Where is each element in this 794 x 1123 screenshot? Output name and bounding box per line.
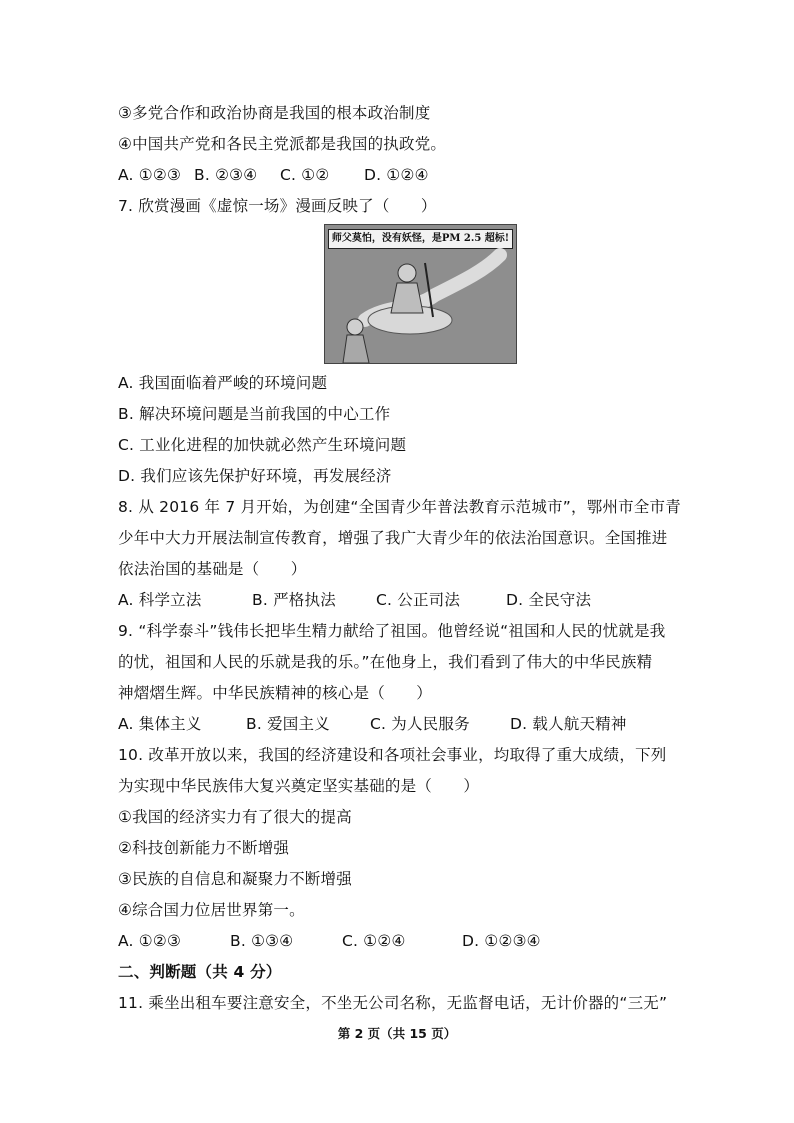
q10-item-1: ①我国的经济实力有了很大的提高 (118, 808, 352, 826)
cartoon-image (324, 224, 517, 364)
q11-question-line-1: 11. 乘坐出租车要注意安全，不坐无公司名称，无监督电话，无计价器的“三无” (118, 994, 668, 1012)
q8-question-line-3: 依法治国的基础是（ ） (118, 560, 307, 578)
q10-item-3: ③民族的自信息和凝聚力不断增强 (118, 870, 352, 888)
q9-option-a[interactable]: A. 集体主义 (118, 715, 202, 733)
page-footer: 第 2 页（共 15 页） (337, 1026, 457, 1041)
q10-option-a[interactable]: A. ①②③ (118, 932, 182, 950)
q6-option-a[interactable]: A. ①②③ (118, 166, 182, 184)
q9-question-line-2: 的忧，祖国和人民的乐就是我的乐。”在他身上，我们看到了伟大的中华民族精 (118, 653, 653, 671)
q10-options (118, 926, 683, 957)
q9-option-d[interactable]: D. 载人航天精神 (510, 715, 627, 733)
q10-question-line-2: 为实现中华民族伟大复兴奠定坚实基础的是（ ） (118, 777, 480, 795)
q8-option-a[interactable]: A. 科学立法 (118, 591, 202, 609)
q6-option-b[interactable]: B. ②③④ (194, 166, 258, 184)
q7-option-a[interactable]: A. 我国面临着严峻的环境问题 (118, 374, 328, 392)
q8-option-c[interactable]: C. 公正司法 (376, 591, 461, 609)
q9-question-line-1: 9. “科学泰斗”钱伟长把毕生精力献给了祖国。他曾经说“祖国和人民的忧就是我 (118, 622, 666, 640)
exam-page-content (118, 98, 683, 1019)
q6-option-c[interactable]: C. ①② (280, 166, 330, 184)
q8-option-b[interactable]: B. 严格执法 (252, 591, 336, 609)
q6-item-3: ③多党合作和政治协商是我国的根本政治制度 (118, 104, 431, 122)
q10-item-4: ④综合国力位居世界第一。 (118, 901, 305, 919)
q7-option-d[interactable]: D. 我们应该先保护好环境，再发展经济 (118, 467, 392, 485)
q6-options (118, 160, 683, 191)
cartoon-caption: 师父莫怕，没有妖怪，是PM 2.5 超标! (328, 229, 513, 249)
q6-option-d[interactable]: D. ①②④ (364, 166, 429, 184)
q10-option-d[interactable]: D. ①②③④ (462, 932, 541, 950)
q9-option-c[interactable]: C. 为人民服务 (370, 715, 470, 733)
section-2-heading: 二、判断题（共 4 分） (118, 963, 282, 981)
q8-question-line-1: 8. 从 2016 年 7 月开始，为创建“全国青少年普法教育示范城市”，鄂州市全市青 (118, 498, 681, 516)
q9-option-b[interactable]: B. 爱国主义 (246, 715, 330, 733)
q10-item-2: ②科技创新能力不断增强 (118, 839, 290, 857)
q10-option-c[interactable]: C. ①②④ (342, 932, 406, 950)
q9-options (118, 709, 683, 740)
cartoon-drawing (325, 225, 516, 363)
q7-option-c[interactable]: C. 工业化进程的加快就必然产生环境问题 (118, 436, 407, 454)
q6-item-4: ④中国共产党和各民主党派都是我国的执政党。 (118, 135, 447, 153)
cartoon-figure (118, 224, 683, 364)
q7-option-b[interactable]: B. 解决环境问题是当前我国的中心工作 (118, 405, 391, 423)
q8-options (118, 585, 683, 616)
q8-option-d[interactable]: D. 全民守法 (506, 591, 592, 609)
q7-question: 7. 欣赏漫画《虚惊一场》漫画反映了（ ） (118, 197, 437, 215)
q10-option-b[interactable]: B. ①③④ (230, 932, 294, 950)
q8-question-line-2: 少年中大力开展法制宣传教育，增强了我广大青少年的依法治国意识。全国推进 (118, 529, 668, 547)
q9-question-line-3: 神熠熠生辉。中华民族精神的核心是（ ） (118, 684, 433, 702)
q10-question-line-1: 10. 改革开放以来，我国的经济建设和各项社会事业，均取得了重大成绩，下列 (118, 746, 667, 764)
